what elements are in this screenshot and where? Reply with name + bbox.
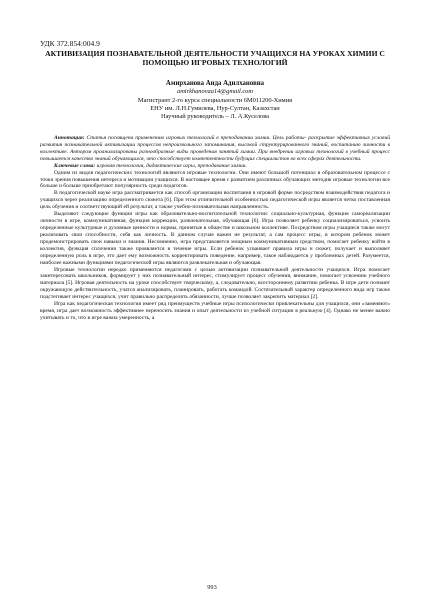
article-body xyxy=(40,135,390,322)
keywords-label: Ключевые слова: xyxy=(54,162,96,169)
page-number: 993 xyxy=(207,584,217,591)
author-affiliation-degree: Магистрант 2-го курса специальности 6М011200-Химия xyxy=(137,96,293,104)
udc-code: УДК 372.854:004.9 xyxy=(40,39,100,48)
keywords xyxy=(40,163,390,170)
abstract-label: Аннотация: xyxy=(54,135,85,141)
keywords-text: игровая технология, дидактические игры, преподавание химии. xyxy=(95,162,247,169)
paragraph: Выделяют следующие функции игры как образовательно-воспитательной технологии: социально-культурная, функция самореализации личности в игре, коммуникативная, функция коррекции, развлекательная, обучающая [6]. Игра позволяет ребенку социализироваться, усвоить определенные культурные и духовные ценности и нормы, принятые в обществе и школьном коллективе. Посредством игры учащиеся также могут реализовать свои способности, себя как личность. В данном случае важен не результат, а сам процесс игры, в котором ребенок может продемонстрировать свои навыки и знания. Несомненно, игра представляется мощным коммуникативным средством, помогает ребенку войти в коллектив, функция сплочения также проявляется в течение игры. Если ребенок усваивает правила игры и сюжет, получает и выполняет определенную роль в игре, это дает ему возможность корректировать поведение, например, такое наблюдается у проблемных детей. Разумеется, наиболее важными функциями педагогической игры являются развлекательная и обучающая. xyxy=(40,211,390,266)
supervisor: Научный руководитель – Л. А.Куселова xyxy=(161,113,269,121)
paragraph: Игровые технологии нередко применяются педагогами с целью активизации познавательной деятельности учащихся. Игра помогает заинтересовать школьников, формирует у них познавательный интерес, стимулирует процесс обучения, внимание, помогает усвоению учебного материала [5]. Игровая деятельность на уроке способствует творческому, а, следовательно, всестороннему развитию ребенка. В игре дети познают окружающую действительность, учатся анализировать, планировать, работать командой. Состязательный характер определенного вида игр также подстегивает интерес учащихся, учит правильно распределять обязанности, лучше позволяет закрепить материал [2]. xyxy=(40,266,390,301)
paragraph: Одним из видов педагогических технологий являются игровые технологии. Они имеют большой потенциал в образовательном процессе с точки зрения повышения интереса и мотивации учащихся. В настоящее время с развитием различных обучающих методик игровые технологии все больше и больше приобретают популярность среди педагогов. xyxy=(40,169,390,190)
author-email[interactable]: amirkhanovaa14@gmail.com xyxy=(177,88,253,96)
author-affiliation-university: ЕНУ им. Л.Н.Гумилева, Нур-Султан, Казахстан xyxy=(150,104,280,112)
abstract-text: Статья посвящена применению игровых технологий в преподавании химии. Цель работы- раскрытие эффективных условий развития познавательной активизации процессов непроизвольного запоминания, высокой структурированного знаний, воспитанию личности в коллективе. Автором проанализированы разнообразные виды проведения занятий химии. При внедрении игровых технологий в учебный процесс повышается качество знаний обучающихся, что способствует компетентности будущих специалистов во всех сферах деятельности. xyxy=(40,135,390,162)
abstract xyxy=(40,135,390,163)
paragraph: В педагогической науке игра рассматривается как способ организации воспитания в игровой форме посредством взаимодействия педагога и учащихся через реализацию определенного сюжета [6]. При этом отличительной особенностью педагогической игры является четко поставленная цель обучения и соответствующий ей результат, а также учебно-познавательная направленность. xyxy=(40,190,390,211)
article-title: АКТИВИЗАЦИЯ ПОЗНАВАТЕЛЬНОЙ ДЕЯТЕЛЬНОСТИ УЧАЩИХСЯ НА УРОКАХ ХИМИИ С ПОМОЩЬЮ ИГРОВЫХ ТЕХНОЛОГИЙ xyxy=(45,49,385,68)
paragraph: Игра как педагогическая технология имеет ряд преимуществ учебные игры психологически привлекательны для учащихся, они «заменяют» время, игра дает возможность эффективнее переносить знания и опыт деятельности из учебной ситуации в реальную [4]. Однако не менее важно учитывать и то, что в игре важна умеренность, а xyxy=(40,301,390,321)
author-block xyxy=(40,80,390,121)
author-name: Амирханова Аида Адилхановна xyxy=(165,80,265,87)
